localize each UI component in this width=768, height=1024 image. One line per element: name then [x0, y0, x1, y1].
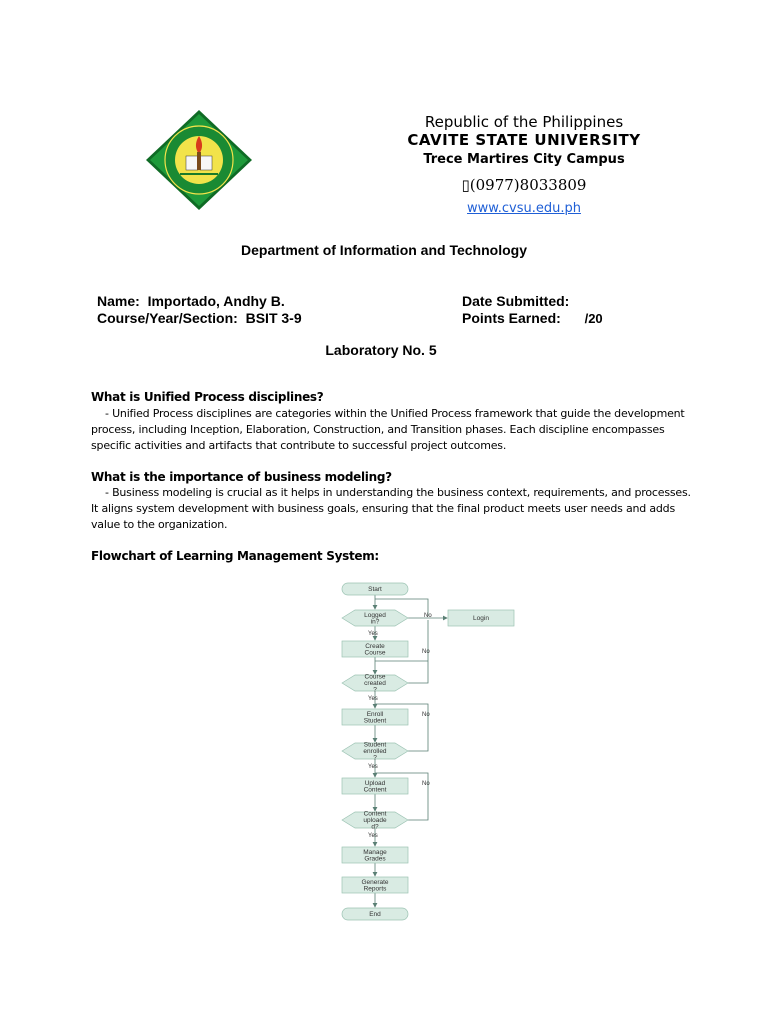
- course-created-decision-label: Course created ?: [364, 673, 386, 694]
- student-enrolled-decision-label: Student enrolled ?: [363, 741, 387, 762]
- course-value: BSIT 3-9: [245, 310, 302, 326]
- answer-1: [91, 406, 691, 454]
- laboratory-title: Laboratory No. 5: [325, 342, 437, 358]
- lms-flowchart: [232, 575, 538, 931]
- end-node-label: End: [369, 911, 381, 918]
- no-label: No: [424, 613, 432, 619]
- no-label: No: [422, 712, 430, 718]
- yes-label: Yes: [368, 764, 378, 770]
- logged-in-decision-label: Logged in?: [364, 611, 386, 626]
- points-label: Points Earned:: [462, 310, 561, 326]
- start-node-label: Start: [368, 586, 382, 593]
- points-value: /20: [584, 311, 603, 326]
- campus-name: Trece Martires City Campus: [423, 152, 625, 167]
- points-row: [462, 310, 603, 327]
- date-submitted-label: Date Submitted:: [462, 293, 570, 309]
- phone-number: (0977)8033809: [469, 176, 587, 194]
- course-row: [97, 310, 302, 327]
- name-value: Importado, Andhy B.: [147, 293, 285, 309]
- question-2: What is the importance of business modeling?: [91, 470, 392, 484]
- course-label: Course/Year/Section:: [97, 310, 238, 326]
- website-link[interactable]: www.cvsu.edu.ph: [467, 201, 581, 216]
- answer-1-text: - Unified Process disciplines are categories within the Unified Process framework that guide the development process, including Inception, Elaboration, Construction, and Transition phases. Each discipline encompasses specific activities and artifacts that contribute to successful project outcomes.: [91, 407, 685, 452]
- generate-reports-node-label: Generate Reports: [361, 878, 389, 893]
- enroll-student-node-label: Enroll Student: [363, 710, 387, 725]
- no-label: No: [422, 649, 430, 655]
- yes-label: Yes: [368, 833, 378, 839]
- phone-icon: ▯: [461, 176, 470, 194]
- answer-2: [91, 485, 691, 533]
- yes-label: Yes: [368, 696, 378, 702]
- department-title: Department of Information and Technology: [241, 242, 527, 258]
- yes-label: Yes: [368, 631, 378, 637]
- manage-grades-node-label: Manage Grades: [363, 848, 387, 863]
- upload-content-node-label: Upload Content: [363, 779, 387, 794]
- no-label: No: [422, 781, 430, 787]
- content-uploaded-decision-label: Content uploade d?: [363, 810, 387, 831]
- name-label: Name:: [97, 293, 140, 309]
- flowchart-heading: Flowchart of Learning Management System:: [91, 549, 379, 563]
- republic-line: Republic of the Philippines: [424, 113, 624, 131]
- question-1: What is Unified Process disciplines?: [91, 390, 324, 404]
- name-row: [97, 293, 285, 310]
- login-node-label: Login: [473, 615, 489, 622]
- phone-line: [140, 176, 768, 194]
- university-name: CAVITE STATE UNIVERSITY: [407, 131, 641, 149]
- answer-2-text: - Business modeling is crucial as it helps in understanding the business context, requirements, and processes. It aligns system development with business goals, ensuring that the final product meets user needs and adds value to the organization.: [91, 486, 691, 531]
- create-course-node-label: Create Course: [364, 642, 386, 657]
